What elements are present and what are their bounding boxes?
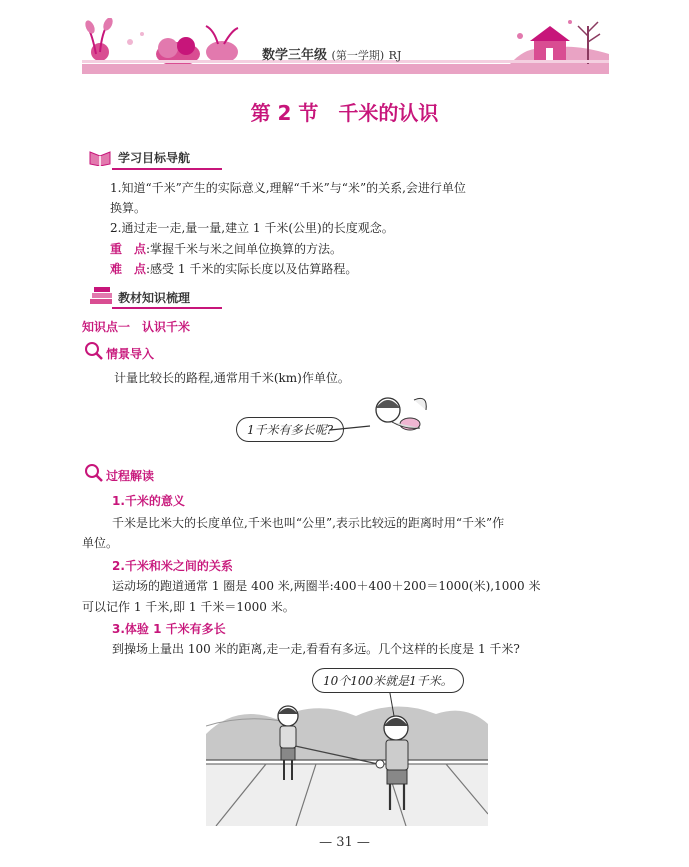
speech-bubble-1: 1千米有多长呢? bbox=[236, 417, 344, 442]
intro-text: 计量比较长的路程,通常用千米(km)作单位。 bbox=[114, 371, 350, 385]
process-section-2-line-1: 运动场的跑道通常 1 圈是 400 米,两圈半:400＋400＋200＝1000(米),1000 米 bbox=[112, 579, 541, 593]
hard-text: :感受 1 千米的实际长度以及估算路程。 bbox=[146, 262, 358, 276]
key-label: 重 点 bbox=[110, 242, 147, 256]
goal-item-2: 2.通过走一走,量一量,建立 1 千米(公里)的长度观念。 bbox=[110, 221, 394, 235]
magnifier-icon bbox=[84, 341, 104, 361]
process-section-1-line-2: 单位。 bbox=[82, 536, 119, 550]
goals-heading: 学习目标导航 bbox=[118, 151, 191, 165]
header-title: 数学三年级 (第一学期) RJ bbox=[262, 48, 402, 63]
knowledge-heading-underline bbox=[112, 307, 222, 309]
header-edition: RJ bbox=[388, 49, 402, 62]
goal-hard-point bbox=[110, 259, 357, 279]
header-subtitle: (第一学期) bbox=[331, 49, 385, 62]
process-section-1-line-1: 千米是比米大的长度单位,千米也叫“公里”,表示比较远的距离时用“千米”作 bbox=[112, 516, 505, 530]
intro-heading: 情景导入 bbox=[106, 347, 155, 361]
page-title bbox=[0, 97, 689, 126]
key-text: :掌握千米与米之间单位换算的方法。 bbox=[146, 242, 343, 256]
process-heading: 过程解读 bbox=[106, 469, 155, 483]
process-section-3-line-1: 到操场上量出 100 米的距离,走一走,看看有多远。几个这样的长度是 1 千米? bbox=[112, 642, 520, 656]
goal-item-1-line-2: 换算。 bbox=[110, 201, 147, 215]
flying-girl-illustration bbox=[330, 390, 430, 446]
book-icon bbox=[88, 148, 112, 166]
header-band bbox=[82, 64, 609, 74]
process-section-2-title: 2.千米和米之间的关系 bbox=[112, 559, 233, 573]
process-section-1-title: 1.千米的意义 bbox=[112, 494, 185, 508]
hard-label: 难 点 bbox=[110, 262, 147, 276]
process-section-3-title: 3.体验 1 千米有多长 bbox=[112, 622, 226, 636]
header-decoration-left bbox=[82, 18, 252, 64]
knowledge-heading: 教材知识梳理 bbox=[118, 291, 191, 305]
goals-heading-underline bbox=[112, 168, 222, 170]
header-decoration-right bbox=[508, 14, 609, 64]
books-stack-icon bbox=[88, 286, 114, 306]
knowledge-point-title: 知识点一 认识千米 bbox=[82, 320, 191, 334]
magnifier-icon bbox=[84, 463, 104, 483]
goal-item-1-line-1: 1.知道“千米”产生的实际意义,理解“千米”与“米”的关系,会进行单位 bbox=[110, 181, 466, 195]
page-number: — 31 — bbox=[319, 835, 370, 850]
speech-bubble-2: 10个100米就是1千米。 bbox=[312, 668, 464, 693]
goal-key-point bbox=[110, 239, 342, 259]
section-number: 第 2 节 bbox=[250, 101, 319, 125]
section-name: 千米的认识 bbox=[338, 101, 439, 125]
process-section-2-line-2: 可以记作 1 千米,即 1 千米＝1000 米。 bbox=[82, 600, 295, 614]
